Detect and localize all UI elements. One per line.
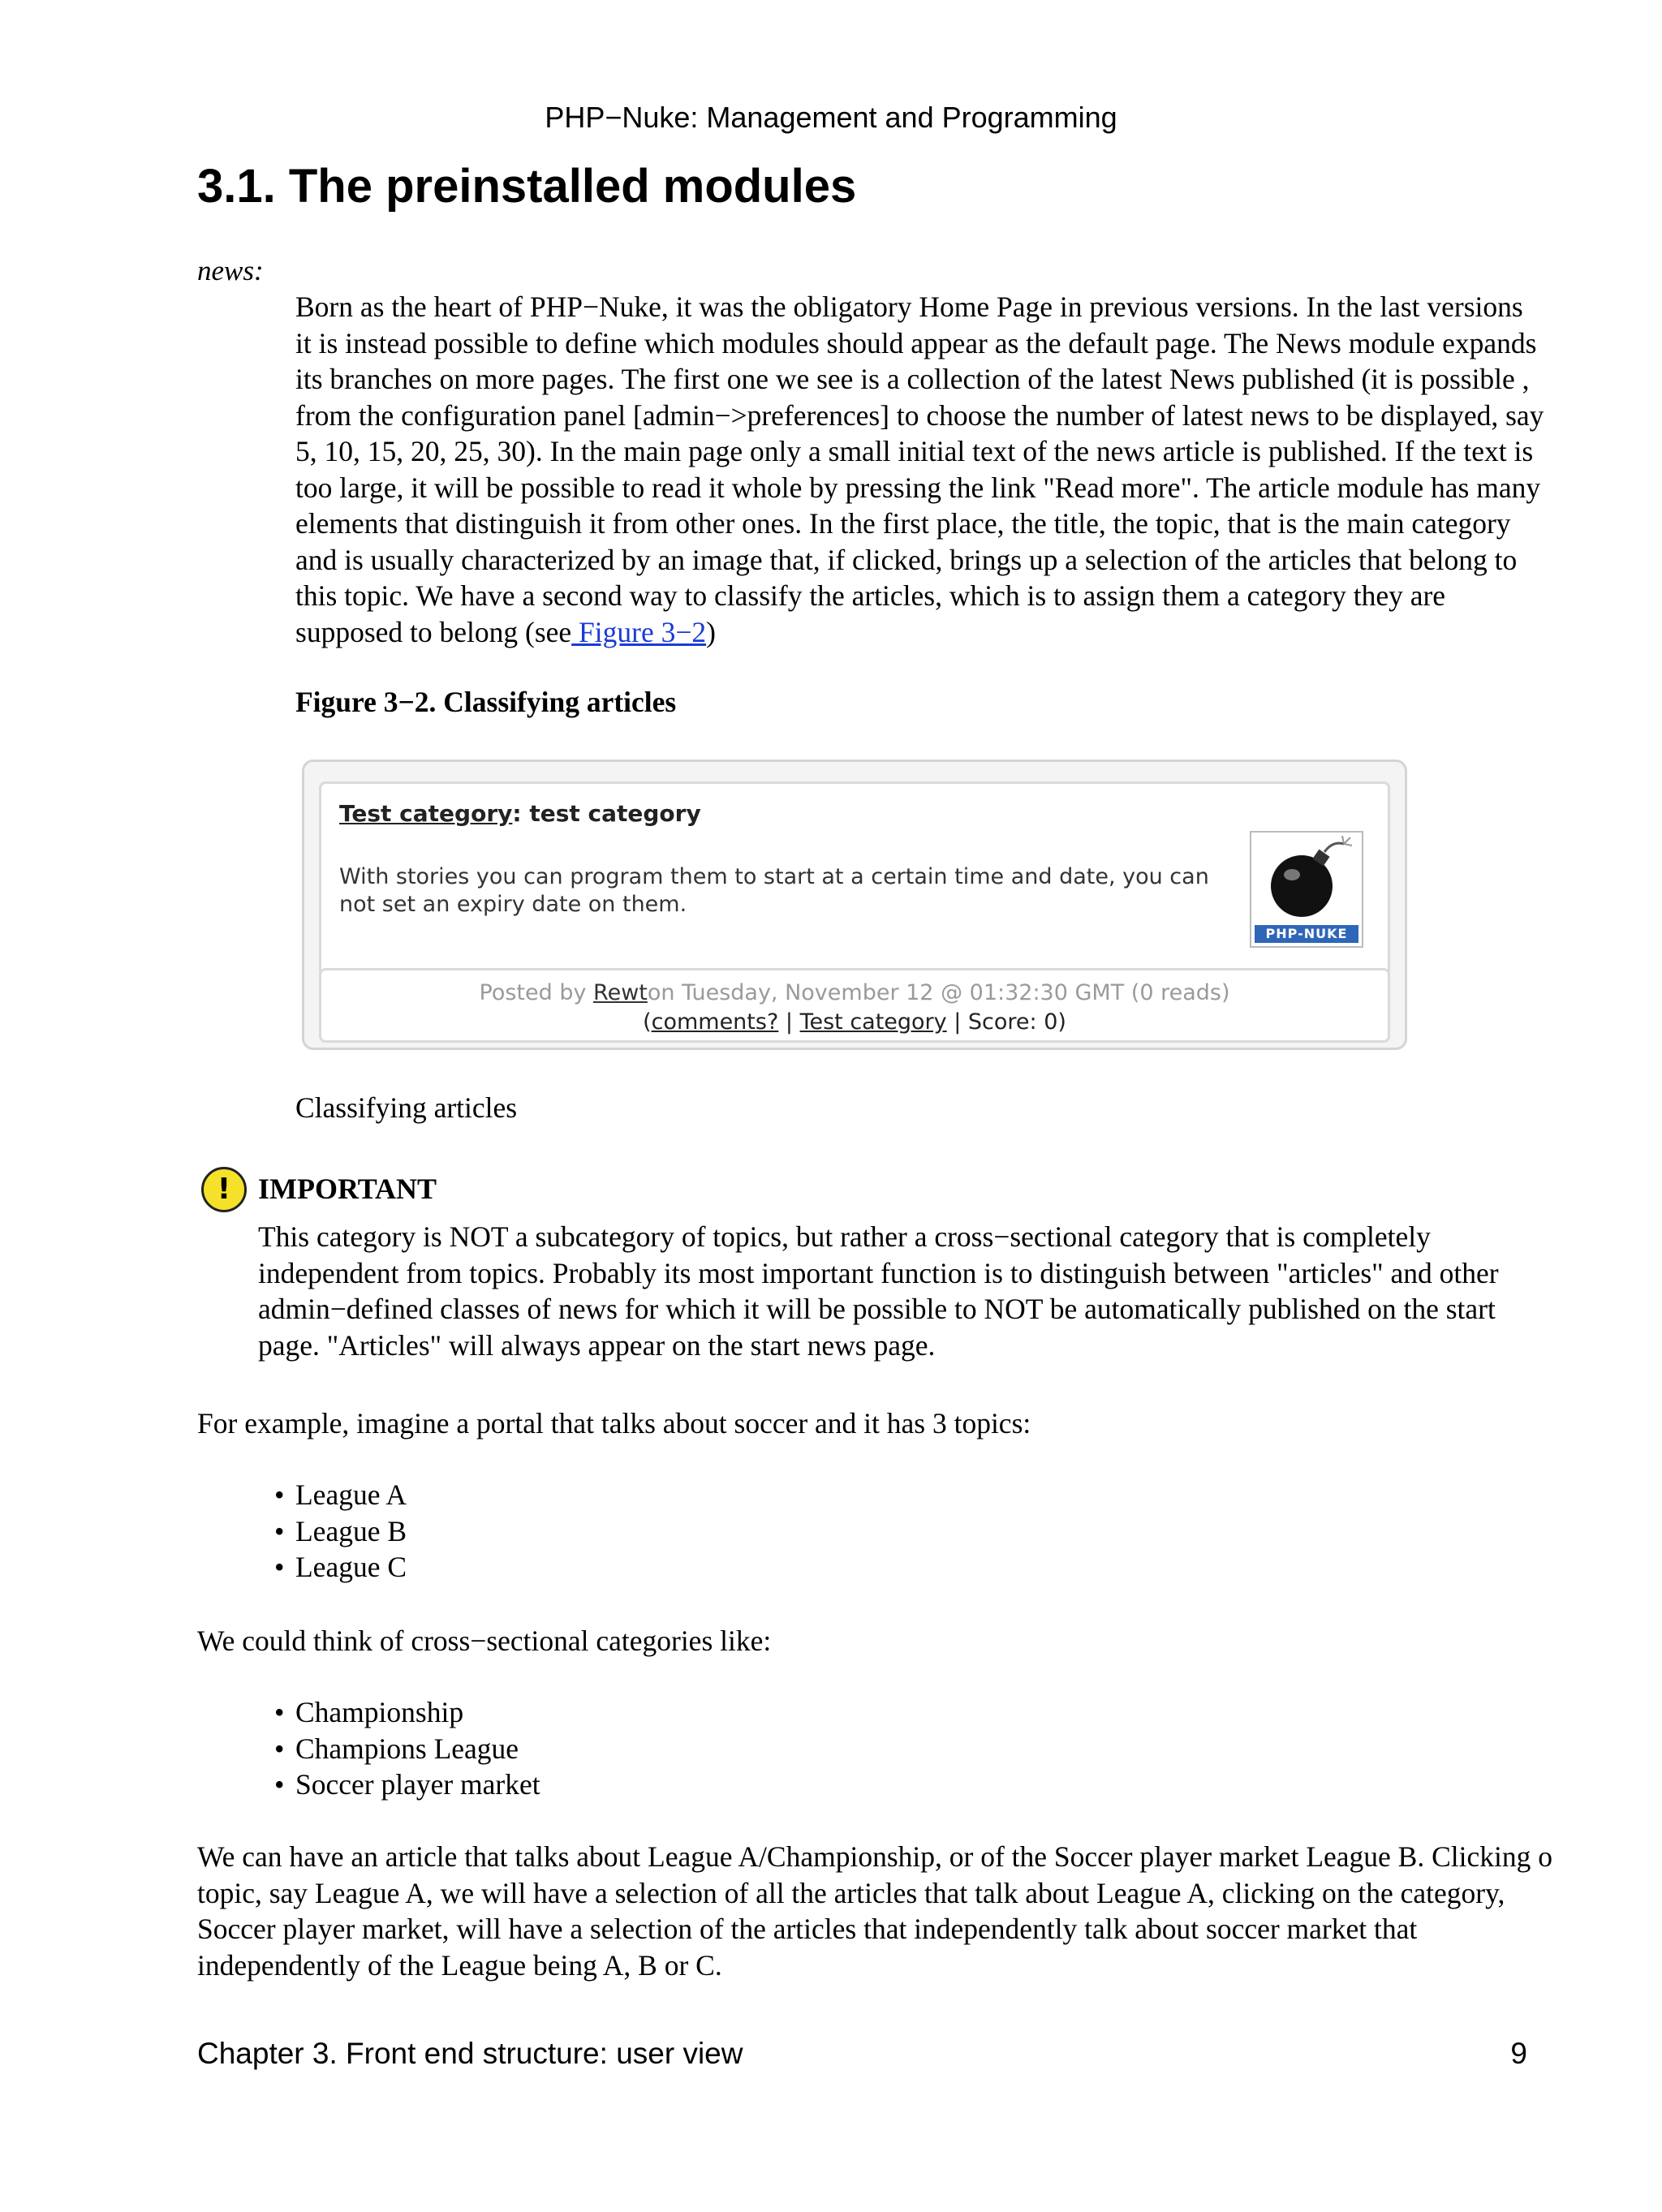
bullet-icon: • <box>274 1551 285 1583</box>
news-term: news: <box>197 255 264 286</box>
list-item <box>274 1767 540 1803</box>
warning-icon: ! <box>201 1167 247 1212</box>
article-box <box>319 781 1390 976</box>
bullet-icon: • <box>274 1696 285 1728</box>
bullet-icon: • <box>274 1478 285 1511</box>
figure-title: Figure 3−2. Classifying articles <box>295 686 677 718</box>
important-title: IMPORTANT <box>258 1173 437 1205</box>
article-story: With stories you can program them to start at a certain time and date, you can not set an expiry date on them. <box>339 864 1209 917</box>
article-heading <box>339 800 701 827</box>
category-link-footer[interactable]: Test category <box>799 1009 947 1035</box>
posted-line <box>321 980 1388 1005</box>
posted-date: on Tuesday, November 12 @ 01:32:30 GMT (0 reads) <box>647 980 1230 1005</box>
list-item <box>274 1549 407 1586</box>
posted-by-label: Posted by <box>479 980 594 1005</box>
footer-chapter: Chapter 3. Front end structure: user view <box>197 2037 743 2070</box>
figure-screenshot <box>302 760 1407 1050</box>
running-header: PHP−Nuke: Management and Programming <box>545 101 1117 134</box>
list-item-text: League A <box>295 1478 407 1511</box>
article-footer <box>319 968 1390 1043</box>
topic-image[interactable] <box>1250 831 1363 948</box>
list-item-text: Champions League <box>295 1732 519 1765</box>
article-title: : test category <box>512 800 701 827</box>
important-body: This category is NOT a subcategory of topics, but rather a cross−sectional category that is completely independent from topics. Probably its most important function is to distinguish between "articles" and other admin−defined classes of news for which it will be possible to NOT be automatically published on the start page. "Articles" will always appear on the start news page. <box>258 1220 1499 1362</box>
author-link[interactable]: Rewt <box>593 980 648 1005</box>
news-definition-text: Born as the heart of PHP−Nuke, it was the obligatory Home Page in previous versions. In the last versions it is instead possible to define which modules should appear as the default page. The News module expands its branches on more pages. The first one we see is a collection of the latest News published (it is possible , from the configuration panel [admin−>preferences] to choose the number of latest news to be displayed, say 5, 10, 15, 20, 25, 30). In the main page only a small initial text of the news article is published. If the text is too large, it will be possible to read it whole by pressing the link "Read more". The article module has many elements that distinguish it from other ones. In the first place, the title, the topic, that is the main category and is usually characterized by an image that, if clicked, brings up a selection of the articles that belong to this topic. We have a second way to classify the articles, which is to assign them a category they are supposed to belong (see <box>295 290 1544 648</box>
figure-3-2-link[interactable]: Figure 3−2 <box>571 615 707 648</box>
section-title: 3.1. The preinstalled modules <box>197 160 857 213</box>
list-item-text: Championship <box>295 1696 464 1728</box>
figure-caption: Classifying articles <box>295 1091 518 1124</box>
article-links-line <box>321 1009 1388 1035</box>
link-separator: | <box>778 1009 800 1035</box>
categories-list <box>274 1694 540 1803</box>
category-link[interactable]: Test category <box>339 800 513 827</box>
comments-link[interactable]: comments? <box>651 1009 779 1035</box>
paragraph-categories-intro: We could think of cross−sectional categories like: <box>197 1625 772 1657</box>
open-paren: ( <box>643 1009 652 1035</box>
bullet-icon: • <box>274 1514 285 1547</box>
phpnuke-badge: PHP-NUKE <box>1255 925 1358 943</box>
bullet-icon: • <box>274 1768 285 1801</box>
paragraph-topics-intro: For example, imagine a portal that talks about soccer and it has 3 topics: <box>197 1407 1031 1440</box>
list-item <box>274 1477 407 1513</box>
topics-list <box>274 1477 407 1586</box>
paragraph-example: We can have an article that talks about League A/Championship, or of the Soccer player market League B. Clicking o topic, say League A, we will have a selection of all the articles that talk about League A, clicking on the category, Soccer player market, will have a selection of the articles that independently talk about soccer market that independently of the League being A, B or C. <box>197 1840 1553 1982</box>
score-text: | Score: 0) <box>946 1009 1066 1035</box>
page-number: 9 <box>1510 2037 1527 2070</box>
list-item <box>274 1731 540 1767</box>
list-item <box>274 1513 407 1550</box>
list-item-text: Soccer player market <box>295 1768 540 1801</box>
list-item <box>274 1694 540 1731</box>
bullet-icon: • <box>274 1732 285 1765</box>
definition-closing: ) <box>706 615 716 648</box>
list-item-text: League C <box>295 1551 407 1583</box>
bomb-icon <box>1259 834 1355 925</box>
news-definition <box>295 289 1545 650</box>
list-item-text: League B <box>295 1514 407 1547</box>
